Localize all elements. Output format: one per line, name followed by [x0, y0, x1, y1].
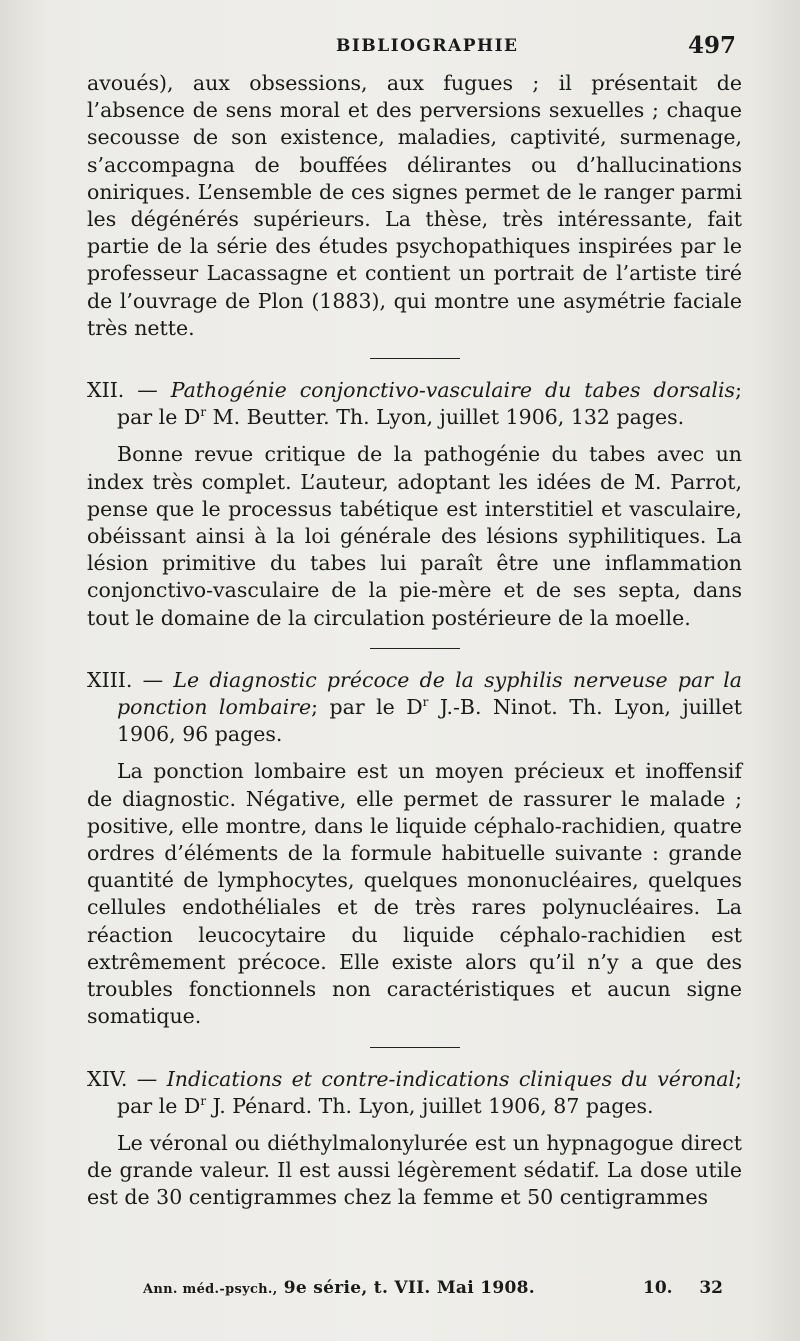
entry-number: XIII. — — [87, 667, 164, 692]
entry-number: XII. — — [87, 378, 158, 403]
entry-author: J.-B. Ninot. Th. Lyon, juillet 1906, 96 pages. — [117, 695, 742, 747]
entry-by: par le D — [329, 695, 423, 720]
continuation-paragraph: avoués), aux obsessions, aux fugues ; il présentait de l’absence de sens moral et des perversions sexuelles ; chaque secousse de son existence, maladies, captivité, surmenage, s’accompagna de bouffées délirantes ou d’hallucinations oniriques. L’ensemble de ces signes permet de le ranger parmi les dégénérés supérieurs. La thèse, très intéressante, fait partie de la série des études psychopathiques inspirées par le professeur Lacassagne et contient un portrait de l’artiste tiré de l’ouvrage de Plon (1883), qui montre une asymétrie faciale très nette. — [87, 71, 742, 340]
page-header — [0, 30, 800, 70]
page-body — [87, 70, 742, 1212]
footer-source-rest: 9e série, t. VII. Mai 1908. — [283, 1278, 535, 1298]
entry-by-sup: r — [200, 1093, 207, 1108]
entry-text: La ponction lombaire est un moyen précieux et inoffensif de diagnostic. Négative, elle permet de rassurer le malade ; positive, elle montre, dans le liquide céphalo-rachidien, quatre ordres d’éléments de la formule habituelle suivante : grande quantité de lymphocytes, quelques mononucléaires, quelques cellules endothéliales et de très rares polynucléaires. La réaction leucocytaire du liquide céphalo-rachidien est extrêmement précoce. Elle existe alors qu’il n’y a que des troubles fonctionnels non caractéristiques et aucun signe somatique. — [87, 759, 742, 1029]
entry-by: par le D — [117, 1093, 201, 1118]
entry-heading — [87, 667, 742, 749]
entry-punct: ; — [735, 378, 742, 403]
entry-text: Le véronal ou diéthylmalonylurée est un hypnagogue direct de grande valeur. Il est aussi légèrement sédatif. La dose utile est de 30 centigrammes chez la femme et 50 centigrammes — [87, 1130, 742, 1210]
entry-author: M. Beutter. Th. Lyon, juillet 1906, 132 pages. — [212, 405, 685, 430]
page-footer — [143, 1278, 743, 1308]
entry-title: Pathogénie conjonctivo-vasculaire du tabes dorsalis — [170, 378, 736, 403]
entry-text: Bonne revue critique de la pathogénie du tabes avec un index très complet. L’auteur, adoptant les idées de M. Parrot, pense que le processus tabétique est interstitiel et vasculaire, obéissant ainsi à la loi générale des lésions syphilitiques. La lésion primitive du tabes lui paraît être une inflammation conjonctivo-vasculaire de la pie-mère et de ses septa, dans tout le domaine de la circulation postérieure de la moelle. — [87, 442, 742, 630]
entry-heading — [87, 1066, 742, 1120]
running-head: BIBLIOGRAPHIE — [336, 36, 519, 56]
footer-signature: 10. — [643, 1278, 673, 1298]
footer-folio: 32 — [699, 1278, 723, 1298]
entry-by-sup: r — [422, 695, 429, 710]
section-rule — [370, 648, 460, 649]
entry-title: Indications et contre-indications cliniques du véronal — [166, 1066, 736, 1091]
section-rule — [370, 1047, 460, 1048]
entry-title: Le diagnostic précoce de la syphilis nerveuse par la ponction lombaire — [117, 667, 742, 720]
entry-punct: ; — [735, 1066, 742, 1091]
entry-by-sup: r — [200, 405, 207, 420]
footer-source — [143, 1278, 535, 1298]
section-rule — [370, 358, 460, 359]
footer-source-prefix: Ann. méd.-psych., — [143, 1282, 278, 1297]
entry-number: XIV. — — [87, 1066, 158, 1091]
entry-author: J. Pénard. Th. Lyon, juillet 1906, 87 pages. — [212, 1093, 654, 1118]
entry-punct: ; — [311, 695, 319, 720]
entry-by: par le D — [117, 405, 201, 430]
entry-heading — [87, 377, 742, 431]
page-number: 497 — [687, 32, 736, 59]
